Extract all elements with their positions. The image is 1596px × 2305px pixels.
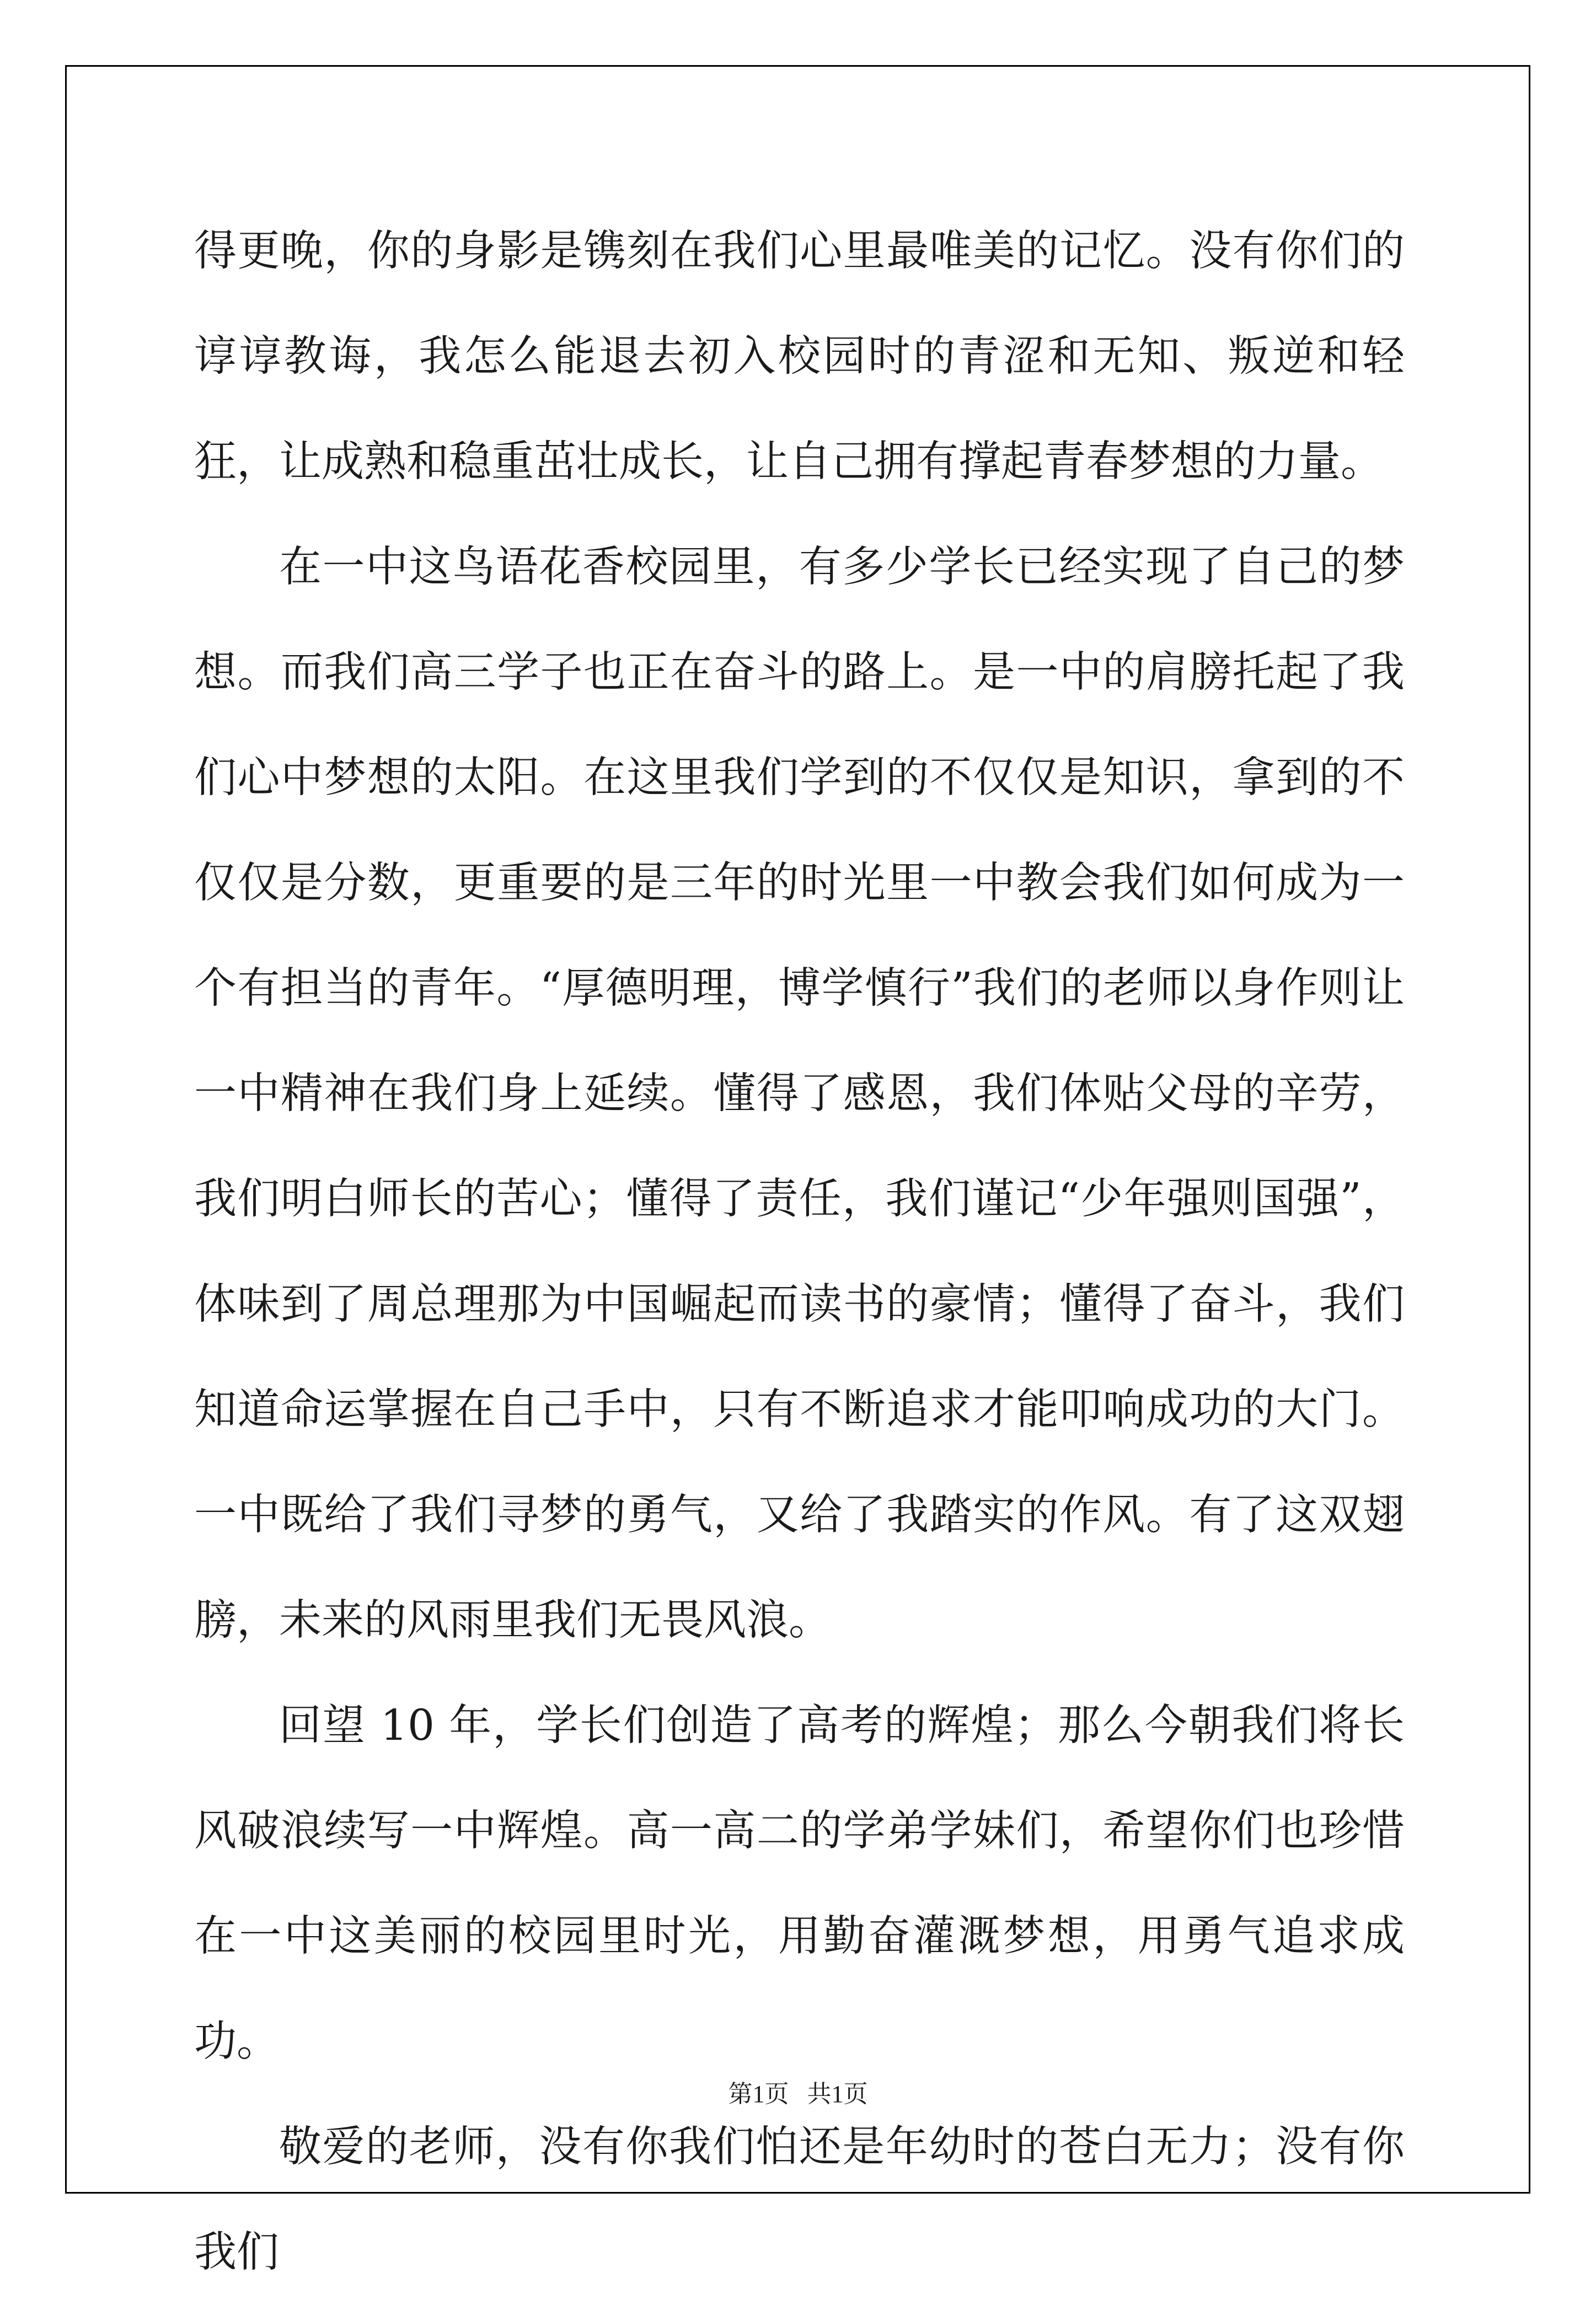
document-body	[194, 199, 1405, 2305]
paragraph-2: 在一中这鸟语花香校园里，有多少学长已经实现了自己的梦想。而我们高三学子也正在奋斗的路上。是一中的肩膀托起了我们心中梦想的太阳。在这里我们学到的不仅仅是知识，拿到的不仅仅是分数，更重要的是三年的时光里一中教会我们如何成为一个有担当的青年。“厚德明理，博学慎行”我们的老师以身作则让一中精神在我们身上延续。懂得了感恩，我们体贴父母的辛劳，我们明白师长的苦心；懂得了责任，我们谨记“少年强则国强”，体味到了周总理那为中国崛起而读书的豪情；懂得了奋斗，我们知道命运掌握在自己手中，只有不断追求才能叩响成功的大门。一中既给了我们寻梦的勇气，又给了我踏实的作风。有了这双翅膀，未来的风雨里我们无畏风浪。	[194, 543, 1405, 1645]
paragraph-1: 得更晚，你的身影是镌刻在我们心里最唯美的记忆。没有你们的谆谆教诲，我怎么能退去初入校园时的青涩和无知、叛逆和轻狂，让成熟和稳重茁壮成长，让自己拥有撑起青春梦想的力量。	[194, 227, 1405, 486]
page-number-footer: 第1页 共1页	[728, 2081, 868, 2108]
paragraph-4: 敬爱的老师，没有你我们怕还是年幼时的苍白无力；没有你我们	[194, 2122, 1405, 2277]
paragraph-3: 回望 10 年，学长们创造了高考的辉煌；那么今朝我们将长风破浪续写一中辉煌。高一高二的学弟学妹们，希望你们也珍惜在一中这美丽的校园里时光，用勤奋灌溉梦想，用勇气追求成功。	[194, 1701, 1405, 2066]
